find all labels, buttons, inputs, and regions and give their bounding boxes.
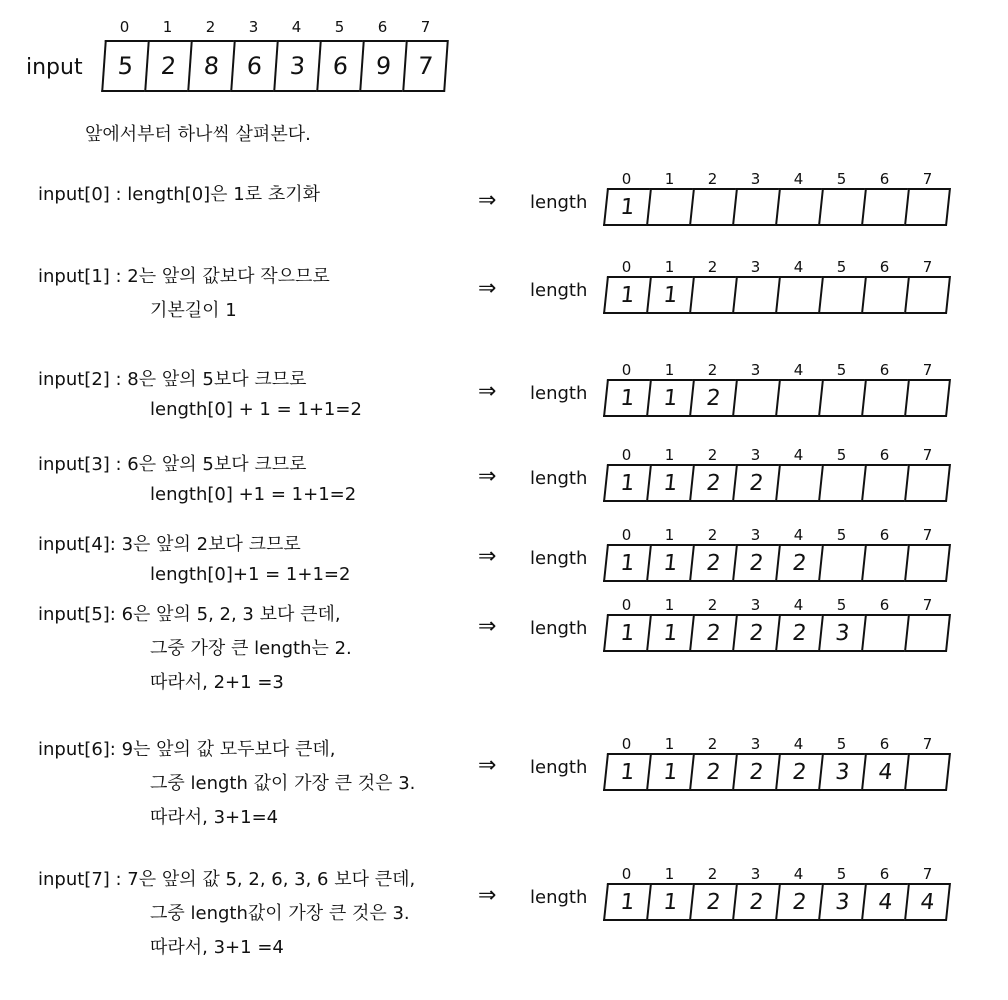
- index-label: 6: [879, 865, 890, 883]
- index-label: 4: [793, 735, 804, 753]
- index-label: 0: [119, 18, 130, 36]
- length-cell: [861, 464, 908, 502]
- length-array: [603, 614, 951, 652]
- length-cell: 1: [646, 464, 693, 502]
- length-cell: 1: [646, 753, 693, 791]
- length-cell: 2: [732, 614, 779, 652]
- index-label: 3: [750, 446, 761, 464]
- arrow-icon: ⇒: [478, 276, 497, 301]
- length-cell: [904, 464, 951, 502]
- index-label: 1: [664, 865, 675, 883]
- index-label: 5: [836, 865, 847, 883]
- length-array: [603, 544, 951, 582]
- index-label: 7: [922, 361, 933, 379]
- step-text: 따라서, 2+1 =3: [150, 672, 284, 693]
- arrow-icon: ⇒: [478, 188, 497, 213]
- index-label: 1: [664, 596, 675, 614]
- length-index-row: [605, 526, 949, 544]
- length-cell: 3: [818, 753, 865, 791]
- arrow-icon: ⇒: [478, 753, 497, 778]
- index-label: 2: [707, 526, 718, 544]
- index-label: 6: [879, 170, 890, 188]
- length-array: [603, 753, 951, 791]
- index-label: 2: [707, 361, 718, 379]
- index-label: 4: [793, 361, 804, 379]
- length-cell: 1: [603, 276, 650, 314]
- length-label: length: [530, 548, 588, 569]
- index-label: 6: [879, 526, 890, 544]
- index-label: 6: [377, 18, 388, 36]
- input-label: input: [26, 55, 83, 80]
- index-label: 0: [621, 446, 632, 464]
- length-cell: [861, 544, 908, 582]
- step-text: input[7] : 7은 앞의 값 5, 2, 6, 3, 6 보다 큰데,: [38, 869, 416, 890]
- length-label: length: [530, 757, 588, 778]
- length-cell: [689, 276, 736, 314]
- length-label: length: [530, 468, 588, 489]
- index-label: 4: [793, 526, 804, 544]
- length-cell: 2: [732, 753, 779, 791]
- index-label: 4: [793, 170, 804, 188]
- index-label: 2: [707, 170, 718, 188]
- input-index-row: [103, 18, 447, 36]
- input-cell: 6: [230, 40, 277, 92]
- length-cell: 2: [732, 544, 779, 582]
- index-label: 3: [750, 526, 761, 544]
- length-cell: 3: [818, 614, 865, 652]
- arrow-icon: ⇒: [478, 614, 497, 639]
- length-cell: [861, 379, 908, 417]
- length-cell: 2: [775, 614, 822, 652]
- index-label: 2: [205, 18, 216, 36]
- index-label: 7: [922, 258, 933, 276]
- index-label: 6: [879, 258, 890, 276]
- length-label: length: [530, 192, 588, 213]
- index-label: 7: [922, 446, 933, 464]
- index-label: 5: [836, 596, 847, 614]
- length-array: [603, 276, 951, 314]
- index-label: 7: [922, 865, 933, 883]
- length-cell: 2: [775, 883, 822, 921]
- step-text: input[0] : length[0]은 1로 초기화: [38, 184, 321, 205]
- length-cell: 1: [646, 614, 693, 652]
- index-label: 1: [162, 18, 173, 36]
- length-index-row: [605, 735, 949, 753]
- step-text: input[1] : 2는 앞의 값보다 작으므로: [38, 266, 330, 287]
- length-cell: [775, 276, 822, 314]
- length-cell: [904, 188, 951, 226]
- index-label: 4: [793, 865, 804, 883]
- length-cell: [904, 276, 951, 314]
- length-cell: 3: [818, 883, 865, 921]
- length-cell: 2: [689, 464, 736, 502]
- length-cell: 2: [732, 883, 779, 921]
- length-cell: 1: [646, 544, 693, 582]
- index-label: 6: [879, 735, 890, 753]
- index-label: 7: [922, 596, 933, 614]
- length-cell: [861, 276, 908, 314]
- index-label: 3: [750, 258, 761, 276]
- length-cell: [775, 464, 822, 502]
- length-cell: 1: [603, 188, 650, 226]
- index-label: 7: [922, 526, 933, 544]
- length-cell: 2: [732, 464, 779, 502]
- length-array: [603, 379, 951, 417]
- length-array: [603, 464, 951, 502]
- length-cell: 2: [775, 544, 822, 582]
- length-array: [603, 188, 951, 226]
- index-label: 5: [836, 446, 847, 464]
- length-cell: [818, 276, 865, 314]
- arrow-icon: ⇒: [478, 379, 497, 404]
- index-label: 2: [707, 735, 718, 753]
- length-index-row: [605, 170, 949, 188]
- length-index-row: [605, 258, 949, 276]
- input-cell: 8: [187, 40, 234, 92]
- length-cell: [775, 379, 822, 417]
- index-label: 3: [750, 596, 761, 614]
- index-label: 3: [248, 18, 259, 36]
- length-label: length: [530, 887, 588, 908]
- arrow-icon: ⇒: [478, 464, 497, 489]
- index-label: 7: [420, 18, 431, 36]
- length-cell: [732, 276, 779, 314]
- length-cell: [818, 544, 865, 582]
- index-label: 3: [750, 735, 761, 753]
- length-cell: [732, 379, 779, 417]
- index-label: 0: [621, 258, 632, 276]
- step-text: 그중 length 값이 가장 큰 것은 3.: [150, 773, 416, 794]
- length-cell: [646, 188, 693, 226]
- length-cell: 1: [603, 464, 650, 502]
- length-cell: 2: [689, 379, 736, 417]
- length-cell: [904, 614, 951, 652]
- input-cell: 7: [402, 40, 449, 92]
- length-cell: 1: [603, 883, 650, 921]
- step-text: 따라서, 3+1 =4: [150, 937, 284, 958]
- index-label: 4: [291, 18, 302, 36]
- length-cell: [689, 188, 736, 226]
- index-label: 1: [664, 526, 675, 544]
- length-cell: [861, 188, 908, 226]
- input-cell: 6: [316, 40, 363, 92]
- length-cell: 1: [603, 544, 650, 582]
- arrow-icon: ⇒: [478, 883, 497, 908]
- step-text: length[0] +1 = 1+1=2: [150, 484, 357, 505]
- length-array: [603, 883, 951, 921]
- length-index-row: [605, 865, 949, 883]
- step-text: 따라서, 3+1=4: [150, 807, 279, 828]
- index-label: 4: [793, 258, 804, 276]
- length-cell: 1: [646, 276, 693, 314]
- index-label: 0: [621, 526, 632, 544]
- length-label: length: [530, 280, 588, 301]
- length-cell: [861, 614, 908, 652]
- length-cell: 2: [775, 753, 822, 791]
- index-label: 4: [793, 446, 804, 464]
- length-cell: 1: [603, 614, 650, 652]
- length-cell: [904, 544, 951, 582]
- step-text: input[2] : 8은 앞의 5보다 크므로: [38, 369, 307, 390]
- index-label: 1: [664, 735, 675, 753]
- index-label: 1: [664, 170, 675, 188]
- intro-note: 앞에서부터 하나씩 살펴본다.: [85, 124, 311, 145]
- index-label: 5: [836, 258, 847, 276]
- step-text: 그중 가장 큰 length는 2.: [150, 638, 352, 659]
- length-cell: 2: [689, 883, 736, 921]
- index-label: 7: [922, 735, 933, 753]
- length-cell: 4: [861, 883, 908, 921]
- length-index-row: [605, 596, 949, 614]
- input-cell: 3: [273, 40, 320, 92]
- length-cell: [904, 753, 951, 791]
- length-cell: 1: [603, 753, 650, 791]
- index-label: 7: [922, 170, 933, 188]
- length-cell: 1: [603, 379, 650, 417]
- length-label: length: [530, 383, 588, 404]
- length-cell: 4: [904, 883, 951, 921]
- step-text: input[4]: 3은 앞의 2보다 크므로: [38, 534, 301, 555]
- index-label: 2: [707, 258, 718, 276]
- step-text: 기본길이 1: [150, 300, 237, 321]
- index-label: 6: [879, 446, 890, 464]
- step-text: length[0]+1 = 1+1=2: [150, 564, 351, 585]
- arrow-icon: ⇒: [478, 544, 497, 569]
- length-cell: [818, 188, 865, 226]
- step-text: input[6]: 9는 앞의 값 모두보다 큰데,: [38, 739, 336, 760]
- length-cell: [775, 188, 822, 226]
- length-index-row: [605, 361, 949, 379]
- length-cell: [818, 379, 865, 417]
- length-cell: [818, 464, 865, 502]
- index-label: 5: [836, 526, 847, 544]
- index-label: 6: [879, 361, 890, 379]
- length-cell: 2: [689, 614, 736, 652]
- index-label: 0: [621, 865, 632, 883]
- length-cell: 1: [646, 883, 693, 921]
- step-text: length[0] + 1 = 1+1=2: [150, 399, 362, 420]
- index-label: 4: [793, 596, 804, 614]
- index-label: 2: [707, 596, 718, 614]
- index-label: 5: [836, 170, 847, 188]
- input-cell: 9: [359, 40, 406, 92]
- index-label: 6: [879, 596, 890, 614]
- index-label: 5: [334, 18, 345, 36]
- step-text: 그중 length값이 가장 큰 것은 3.: [150, 903, 410, 924]
- index-label: 0: [621, 596, 632, 614]
- input-array: [101, 40, 449, 92]
- length-cell: 1: [646, 379, 693, 417]
- length-cell: 2: [689, 753, 736, 791]
- index-label: 3: [750, 361, 761, 379]
- index-label: 2: [707, 446, 718, 464]
- step-text: input[5]: 6은 앞의 5, 2, 3 보다 큰데,: [38, 604, 341, 625]
- index-label: 3: [750, 170, 761, 188]
- index-label: 3: [750, 865, 761, 883]
- step-text: input[3] : 6은 앞의 5보다 크므로: [38, 454, 307, 475]
- index-label: 0: [621, 170, 632, 188]
- input-cell: 5: [101, 40, 148, 92]
- length-cell: [904, 379, 951, 417]
- index-label: 0: [621, 361, 632, 379]
- index-label: 0: [621, 735, 632, 753]
- index-label: 1: [664, 446, 675, 464]
- index-label: 5: [836, 735, 847, 753]
- index-label: 1: [664, 258, 675, 276]
- input-cell: 2: [144, 40, 191, 92]
- index-label: 2: [707, 865, 718, 883]
- length-cell: 4: [861, 753, 908, 791]
- length-index-row: [605, 446, 949, 464]
- length-label: length: [530, 618, 588, 639]
- index-label: 5: [836, 361, 847, 379]
- length-cell: 2: [689, 544, 736, 582]
- length-cell: [732, 188, 779, 226]
- index-label: 1: [664, 361, 675, 379]
